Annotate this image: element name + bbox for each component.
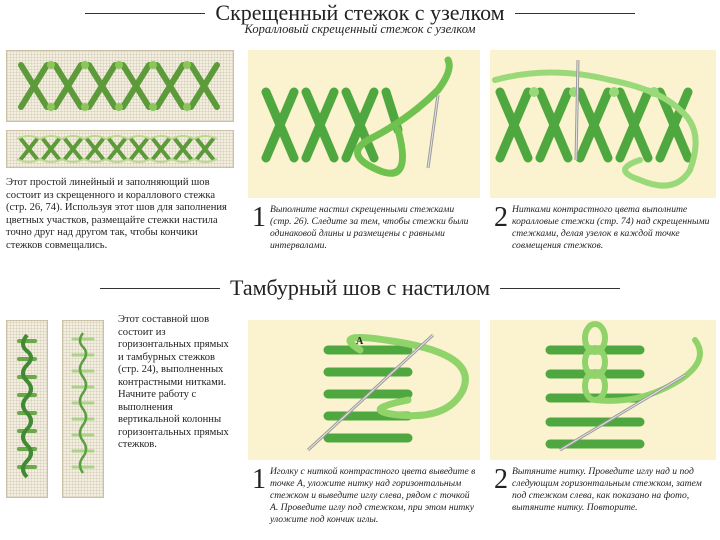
section2-step2-illustration xyxy=(490,320,716,460)
fabric-swatch-chain-2 xyxy=(62,320,104,498)
chain-stitch-sample-2 xyxy=(63,321,103,497)
section1-step1 xyxy=(252,204,478,252)
section1-title: Скрещенный стежок с узелком xyxy=(215,0,505,25)
coral-cross-stitch-diagram xyxy=(490,50,716,198)
fabric-swatch-large xyxy=(6,50,234,122)
step-number: 1 xyxy=(252,202,266,233)
chain-stitch-sample-1 xyxy=(7,321,47,497)
section2-step2 xyxy=(494,466,716,514)
section1-step2-illustration xyxy=(490,50,716,198)
section2-header xyxy=(0,275,720,301)
cross-stitch-diagram xyxy=(248,50,480,198)
section2-title: Тамбурный шов с настилом xyxy=(229,275,491,300)
section1-description: Этот простой линейный и заполняющий шов состоит из скрещенного и кораллового стежка (стр. 26, 74). Используя этот шов для заполнения цветных участков, размещайте стежки настила точно друг над другом так, чтобы кончики стежков совмещались. xyxy=(6,177,227,251)
point-a-label: A xyxy=(356,336,364,347)
section2-step1 xyxy=(252,466,478,526)
section2-step1-illustration xyxy=(248,320,480,460)
title-rule-left xyxy=(85,13,205,14)
fabric-swatch-small xyxy=(6,130,234,168)
section1-step2 xyxy=(494,204,716,252)
step-number: 1 xyxy=(252,464,266,495)
chain-stitch-step2-diagram xyxy=(490,320,716,460)
step-text: Выполните настил скрещенными стежками (стр. 26). Следите за тем, чтобы стежки были одинаковой длины и размещены с равными интервалами. xyxy=(270,204,469,251)
step-text: Вытяните нитку. Проведите иглу над и под следующим горизонтальным стежком, затем под стежком слева, как показано на фото, вытяните нитку. Повторите. xyxy=(512,466,702,513)
fabric-swatch-chain-1 xyxy=(6,320,48,498)
cross-stitch-sample-small xyxy=(7,131,233,167)
section1-subtitle: Коралловый скрещенный стежок с узелком xyxy=(244,22,476,36)
section1-step1-illustration xyxy=(248,50,480,198)
step-number: 2 xyxy=(494,464,508,495)
step-number: 2 xyxy=(494,202,508,233)
section2-description: Этот составной шов состоит из горизонтальных прямых и тамбурных стежков (стр. 24), выполненных контрастными нитками. Начните работу с выполнения вертикальной колонны горизонтальных прямых стежков. xyxy=(118,314,229,450)
step-text: Нитками контрастного цвета выполните коралловые стежки (стр. 74) над скрещенными стежками, делая узелок в каждой точке совмещения стежков. xyxy=(512,204,710,251)
cross-stitch-sample-large xyxy=(7,51,233,121)
title-rule-right xyxy=(500,288,620,289)
step-text: Иголку с ниткой контрастного цвета выведите в точке А, уложите нитку над горизонтальным стежком и выведите иглу слева, рядом с точкой А. Проведите иглу под стежком, при этом нитку уложите под кончик иглы. xyxy=(270,466,476,525)
title-rule-right xyxy=(515,13,635,14)
title-rule-left xyxy=(100,288,220,289)
chain-stitch-step1-diagram xyxy=(248,320,480,460)
